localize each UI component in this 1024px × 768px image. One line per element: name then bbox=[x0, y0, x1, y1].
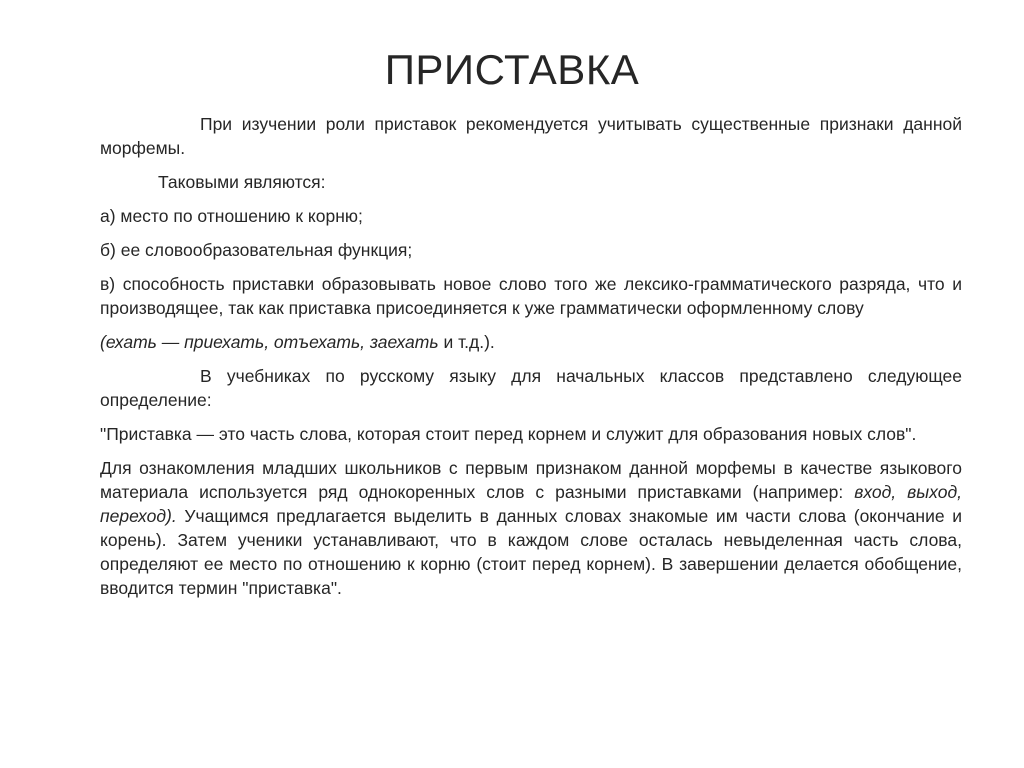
examples-rest: и т.д.). bbox=[438, 332, 495, 352]
paragraph-list-lead: Таковыми являются: bbox=[158, 172, 326, 192]
paragraph-method bbox=[100, 456, 962, 600]
method-part-1: Для ознакомления младших школьников с первым признаком данной морфемы в качестве языкового материала используется ряд однокоренных слов с разными приставками (например: bbox=[100, 458, 962, 502]
list-item-b: б) ее словообразовательная функция; bbox=[100, 240, 413, 260]
list-item-a: а) место по отношению к корню; bbox=[100, 206, 363, 226]
examples-italic: (ехать — приехать, отъехать, заехать bbox=[100, 332, 439, 352]
paragraph-examples bbox=[100, 330, 962, 354]
paragraph-intro: При изучении роли приставок рекомендуется учитывать существенные признаки данной морфемы. bbox=[100, 114, 962, 158]
paragraph-definition: "Приставка — это часть слова, которая стоит перед корнем и служит для образования новых слов". bbox=[100, 424, 917, 444]
slide-title: ПРИСТАВКА bbox=[384, 46, 640, 93]
slide-body bbox=[100, 112, 962, 610]
list-item-c: в) способность приставки образовывать новое слово того же лексико-грамматического разряда, что и производящее, так как приставка присоединяется к уже грамматически оформленному слову bbox=[100, 274, 962, 318]
paragraph-textbook: В учебниках по русскому языку для начальных классов представлено следующее определение: bbox=[100, 366, 962, 410]
method-part-2: Учащимся предлагается выделить в данных словах знакомые им части слова (окончание и корень). Затем ученики устанавливают, что в каждом слове осталась невыделенная часть слова, определяют ее место по отношению к корню (стоит перед корнем). В завершении делается обобщение, вводится термин "приставка". bbox=[100, 506, 962, 598]
method-italic: вход, выход, переход). bbox=[100, 482, 963, 526]
